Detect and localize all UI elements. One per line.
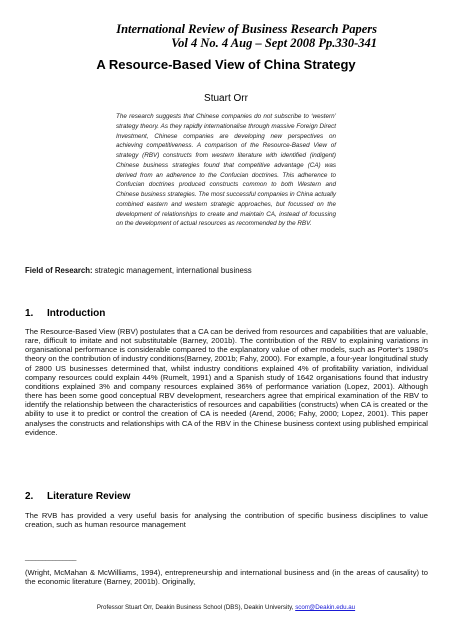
section-heading-literature-review bbox=[25, 491, 130, 502]
abstract-text: The research suggests that Chinese companies do not subscribe to ‘western’ strategy theory. As they rapidly internationalise through massive Foreign Direct Investment, Chinese companies are developing new perspectives on achieving competitiveness. A comparison of the Resource-Based View of strategy (RBV) constructs from western literature with identified (indigent) Chinese business strategies found that competitive advantage (CA) was derived from an adherence to the Confucian doctrines. This adherence to Confucian doctrines produced constructs common to both Western and Chinese business strategies. The most successful companies in China actually combined eastern and western strategic approaches, but focussed on the development of relationships to create and maintain CA, instead of focussing on the development of actual resources as recommended by the RBV. bbox=[116, 113, 336, 228]
abstract bbox=[116, 112, 336, 229]
section-number: 2. bbox=[25, 491, 34, 502]
paper-title: A Resource-Based View of China Strategy bbox=[96, 57, 356, 72]
page-footer bbox=[0, 604, 452, 611]
section-title: Literature Review bbox=[47, 491, 131, 502]
section-heading-introduction bbox=[25, 308, 105, 319]
literature-review-continued bbox=[25, 568, 428, 586]
paragraph: (Wright, McMahan & McWilliams, 1994), entrepreneurship and international business and (in the areas of causality) to the economic literature (Barney, 2001b). Originally, bbox=[25, 568, 428, 587]
field-of-research-label: Field of Research: bbox=[25, 266, 93, 275]
journal-header bbox=[116, 22, 377, 50]
footnote-separator: _______________ bbox=[25, 554, 76, 561]
field-of-research-value: strategic management, international business bbox=[94, 266, 252, 275]
field-of-research bbox=[25, 266, 430, 275]
section-title: Introduction bbox=[47, 308, 106, 319]
journal-name: International Review of Business Research Papers bbox=[116, 22, 377, 36]
footer-affiliation: Professor Stuart Orr, Deakin Business School (DBS), Deakin University, bbox=[96, 604, 294, 611]
paragraph: The Resource-Based View (RBV) postulates that a CA can be derived from resources and capabilities that are valuable, rare, difficult to imitate and not substitutable (Barney, 2001b). The contribution of the RBV to explaining variations in organisational performance is considerable compared to the explanatory value of other models, such as Porter's 1980's theory on the contribution of industry conditions(Barney, 2001b; Fahy, 2000). For example, a four-year longitudinal study of 2800 US businesses determined that, whilst industry conditions explained 4% of profitability variation, individual company resources could explain 44% (Rumelt, 1991) and a Spanish study of 1642 organisations found that industry conditions explained 3% and company resources explained 36% of performance variation (Lopez, 2001). Although there has been some good conceptual RBV development, researchers agree that empirical examination of the RBV to identify the relationship between the characteristics of resources and capabilities (constructs) when CA is created or the ability to use it to predict or control the creation of CA is needed (Arend, 2006; Fahy, 2000; Lopez, 2001). This paper analyses the constructs and relationships with CA of the RBV in the Chinese business context using published empirical evidence. bbox=[25, 327, 428, 437]
introduction-body bbox=[25, 327, 428, 437]
section-number: 1. bbox=[25, 308, 34, 319]
paragraph: The RVB has provided a very useful basis for analysing the contribution of specific business disciplines to value creation, such as human resource management bbox=[25, 511, 428, 530]
journal-issue: Vol 4 No. 4 Aug – Sept 2008 Pp.330-341 bbox=[171, 36, 377, 50]
author-name: Stuart Orr bbox=[204, 93, 248, 104]
literature-review-body bbox=[25, 511, 428, 529]
author-email-link[interactable]: scorr@Deakin.edu.au bbox=[295, 604, 356, 611]
